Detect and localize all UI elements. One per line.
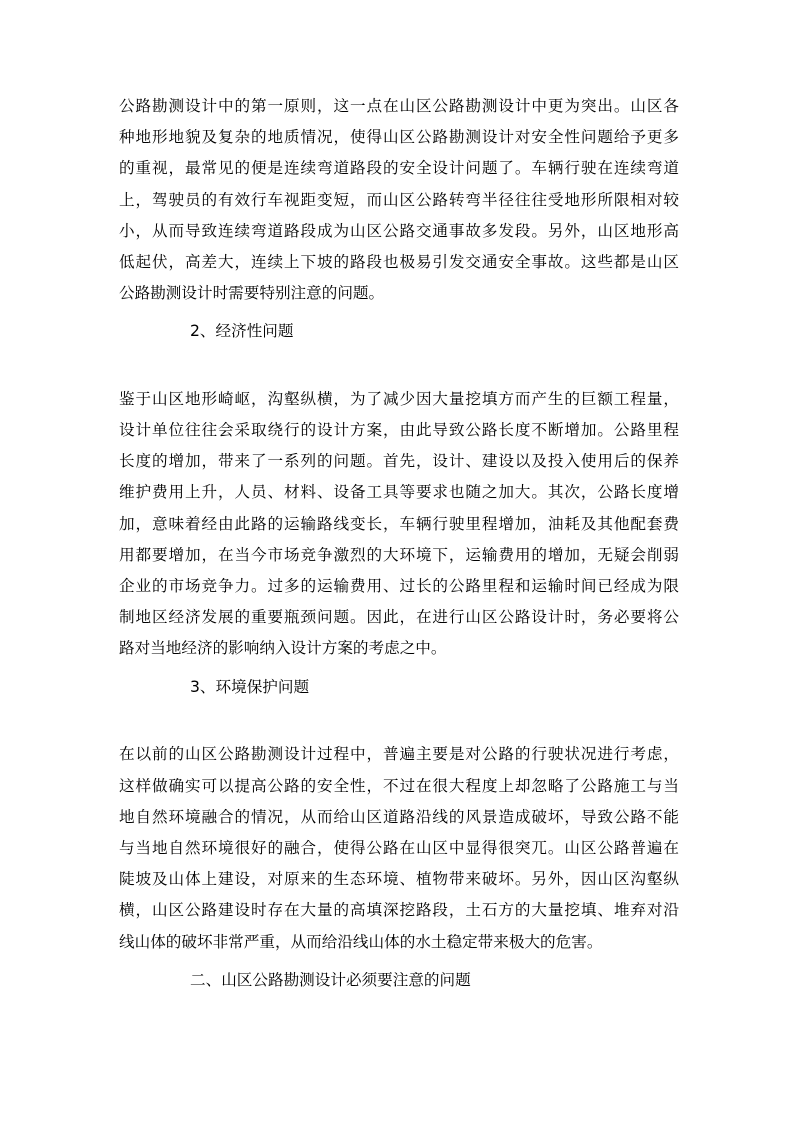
paragraph-line: 低起伏，高差大，连续上下坡的路段也极易引发交通安全事故。这些都是山区 [119, 253, 679, 271]
paragraph-line: 企业的市场竞争力。过多的运输费用、过长的公路里程和运输时间已经成为限 [119, 577, 679, 595]
section-heading-economy: 2、经济性问题 [190, 322, 294, 340]
paragraph-line: 制地区经济发展的重要瓶颈问题。因此，在进行山区公路设计时，务必要将公 [119, 608, 679, 626]
paragraph-line: 鉴于山区地形崎岖，沟壑纵横，为了减少因大量挖填方而产生的巨额工程量， [119, 390, 679, 408]
paragraph-line: 地自然环境融合的情况，从而给山区道路沿线的风景造成破坏，导致公路不能 [119, 808, 679, 826]
section-heading-environment: 3、环境保护问题 [190, 678, 310, 696]
paragraph-line: 这样做确实可以提高公路的安全性，不过在很大程度上却忽略了公路施工与当 [119, 777, 679, 795]
paragraph-line: 陡坡及山体上建设，对原来的生态环境、植物带来破坏。另外，因山区沟壑纵 [119, 870, 679, 888]
paragraph-line: 路对当地经济的影响纳入设计方案的考虑之中。 [119, 639, 447, 657]
paragraph-line: 上，驾驶员的有效行车视距变短，而山区公路转弯半径往往受地形所限相对较 [119, 191, 679, 209]
paragraph-line: 设计单位往往会采取绕行的设计方案，由此导致公路长度不断增加。公路里程 [119, 421, 679, 439]
paragraph-line: 的重视，最常见的便是连续弯道路段的安全设计问题了。车辆行驶在连续弯道 [119, 159, 679, 177]
paragraph-line: 加，意味着经由此路的运输路线变长，车辆行驶里程增加，油耗及其他配套费 [119, 515, 679, 533]
paragraph-line: 维护费用上升，人员、材料、设备工具等要求也随之加大。其次，公路长度增 [119, 483, 679, 501]
paragraph-line: 公路勘测设计时需要特别注意的问题。 [119, 284, 385, 302]
paragraph-line: 小，从而导致连续弯道路段成为山区公路交通事故多发段。另外，山区地形高 [119, 222, 679, 240]
paragraph-line: 在以前的山区公路勘测设计过程中，普遍主要是对公路的行驶状况进行考虑， [119, 745, 679, 763]
paragraph-line: 用都要增加，在当今市场竞争激烈的大环境下，运输费用的增加，无疑会削弱 [119, 546, 679, 564]
paragraph-line: 种地形地貌及复杂的地质情况，使得山区公路勘测设计对安全性问题给予更多 [119, 128, 679, 146]
paragraph-line: 横，山区公路建设时存在大量的高填深挖路段，土石方的大量挖填、堆弃对沿 [119, 901, 679, 919]
paragraph-line: 长度的增加，带来了一系列的问题。首先，设计、建设以及投入使用后的保养 [119, 452, 679, 470]
paragraph-line: 线山体的破坏非常严重，从而给沿线山体的水土稳定带来极大的危害。 [119, 933, 603, 951]
paragraph-line: 公路勘测设计中的第一原则，这一点在山区公路勘测设计中更为突出。山区各 [119, 97, 679, 115]
main-section-heading: 二、山区公路勘测设计必须要注意的问题 [190, 971, 471, 989]
paragraph-line: 与当地自然环境很好的融合，使得公路在山区中显得很突兀。山区公路普遍在 [119, 839, 679, 857]
